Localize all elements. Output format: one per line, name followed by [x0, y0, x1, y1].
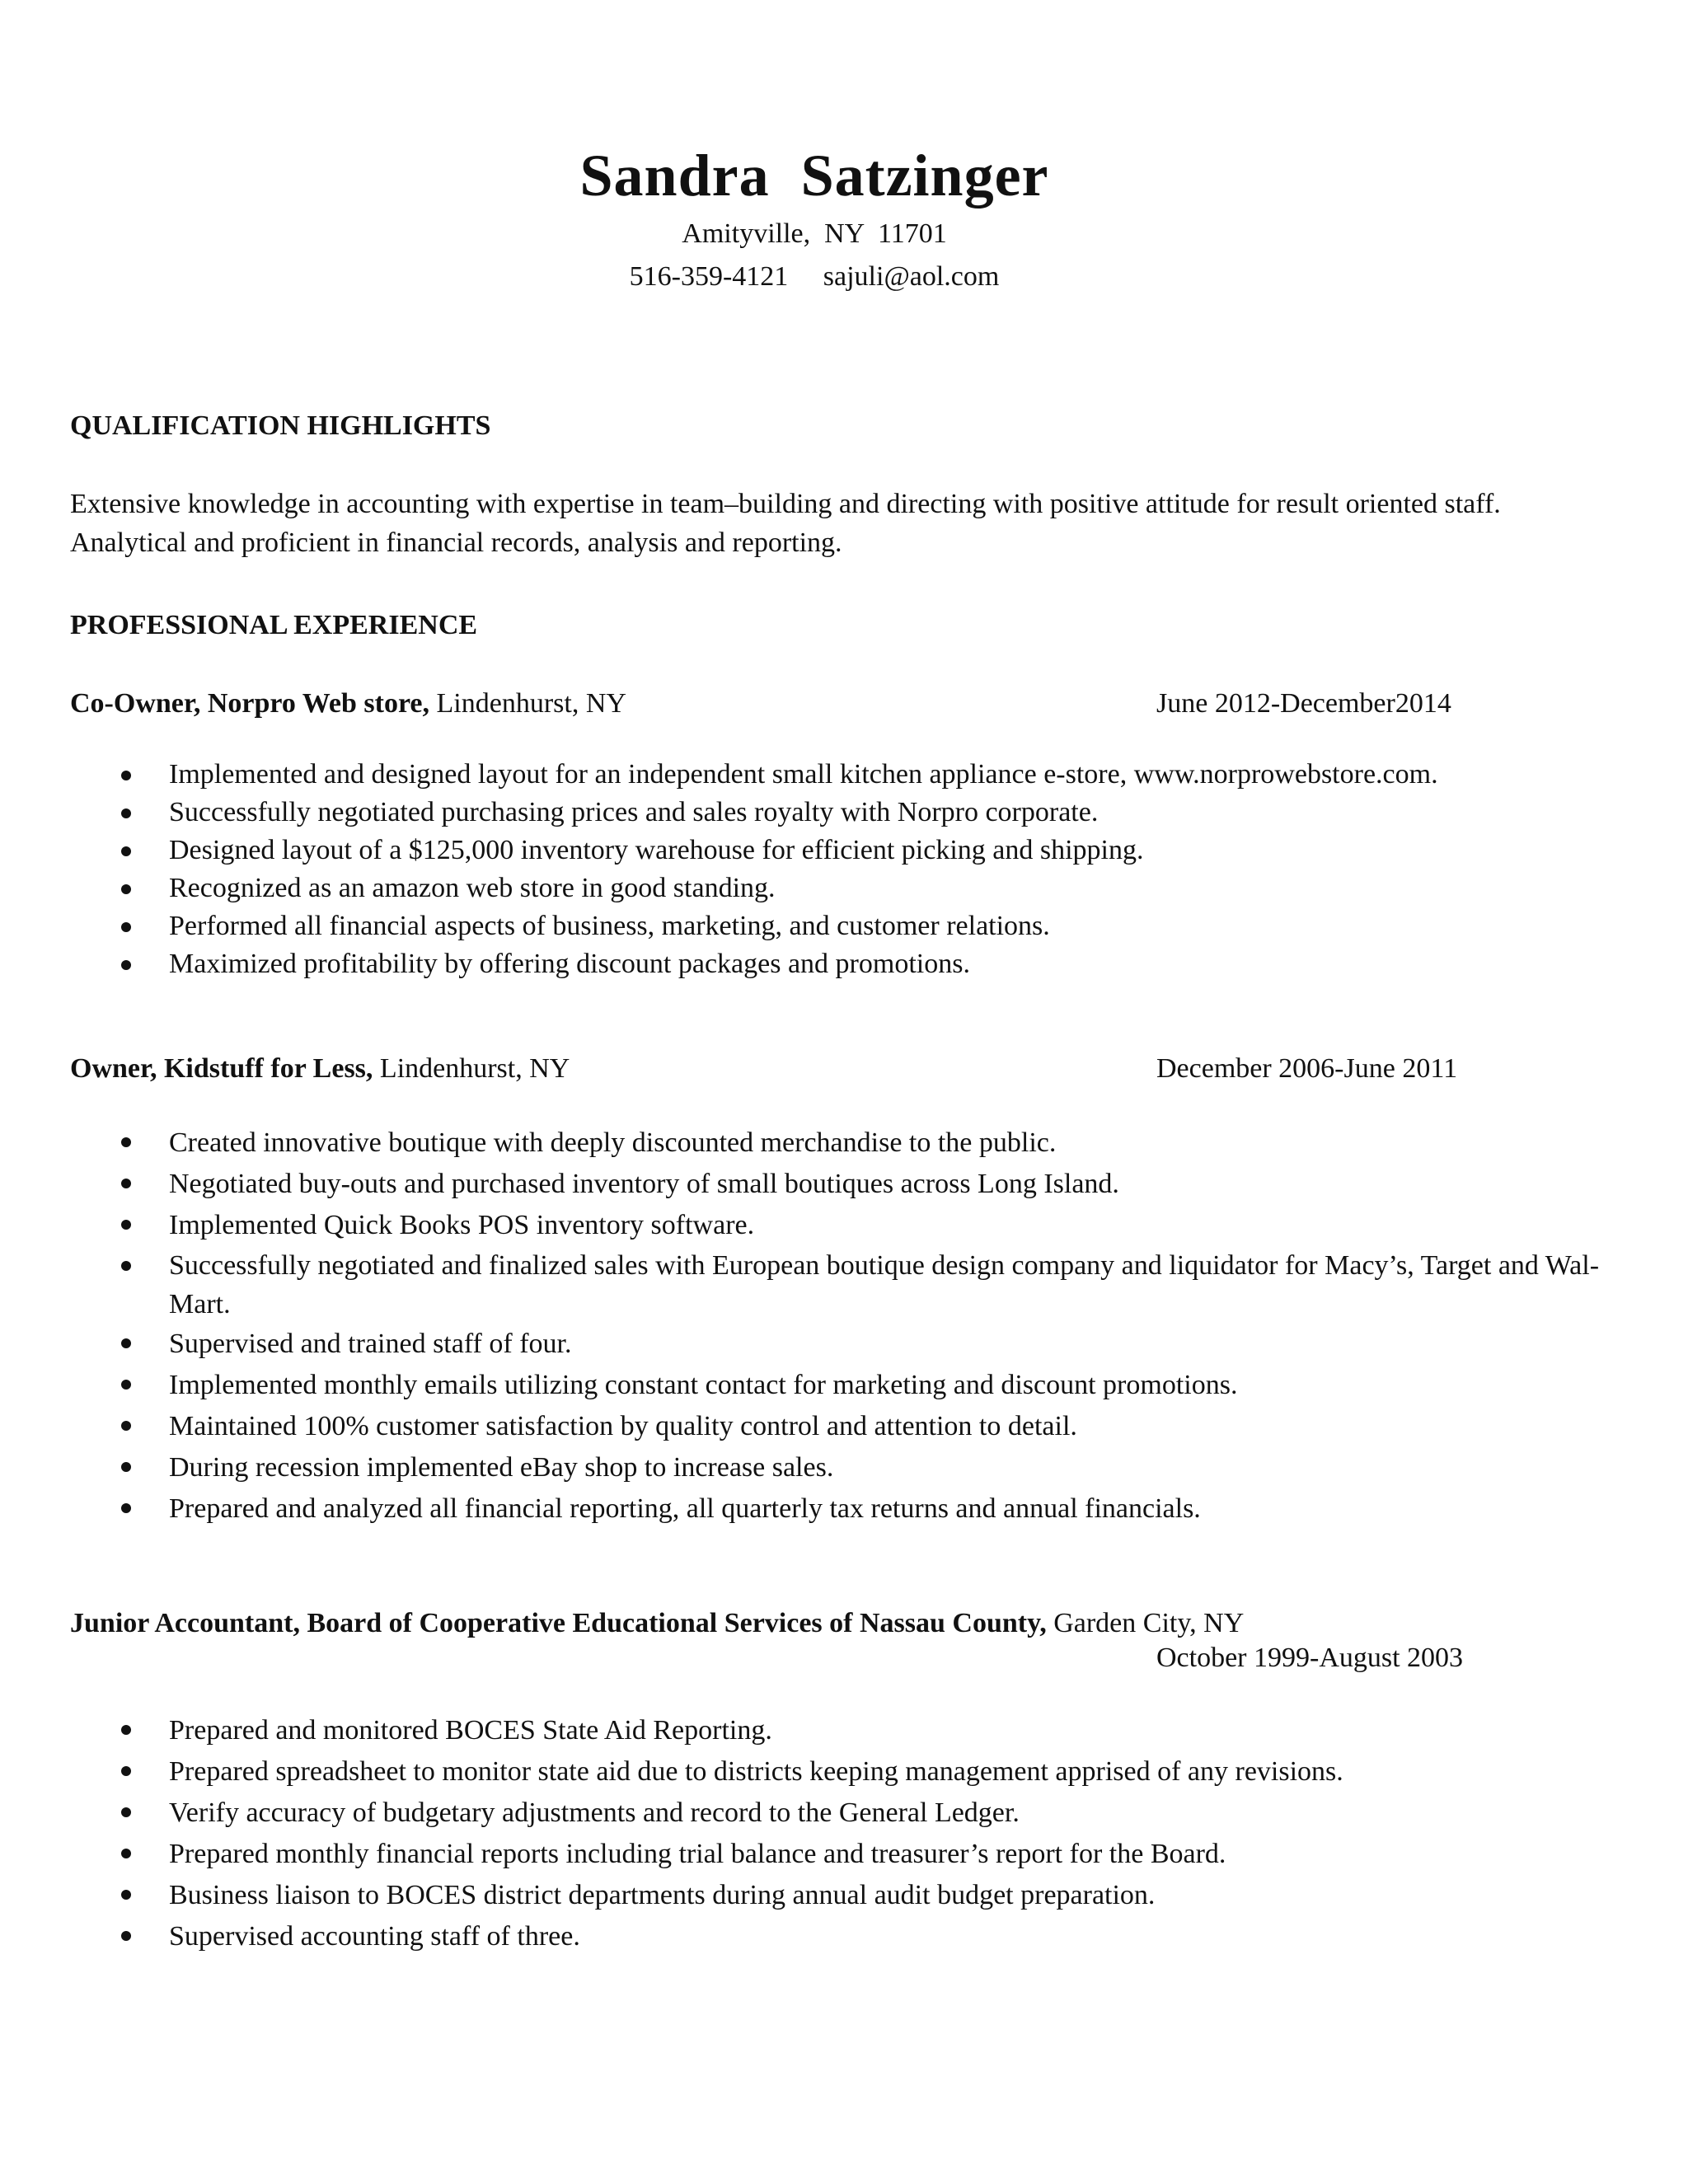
bullet-icon	[121, 1931, 131, 1941]
list-item: Implemented monthly emails utilizing constant contact for marketing and discount promotions.	[0, 1365, 1615, 1406]
list-item: Performed all financial aspects of business, marketing, and customer relations.	[0, 907, 1615, 945]
list-item: Maximized profitability by offering discount packages and promotions.	[0, 945, 1615, 983]
job-bullets-norpro	[0, 756, 1615, 983]
list-item: Maintained 100% customer satisfaction by quality control and attention to detail.	[0, 1406, 1615, 1447]
bullet-icon	[121, 1725, 131, 1735]
list-item: Prepared monthly financial reports including trial balance and treasurer’s report for the Board.	[0, 1834, 1615, 1875]
bullet-icon	[121, 1261, 131, 1271]
experience-heading: PROFESSIONAL EXPERIENCE	[70, 610, 478, 640]
list-item: Supervised and trained staff of four.	[0, 1324, 1615, 1365]
list-item: Successfully negotiated and finalized sales with European boutique design company and liquidator for Macy’s, Target and Wal-Mart.	[0, 1246, 1615, 1324]
list-item: Prepared and analyzed all financial reporting, all quarterly tax returns and annual financials.	[0, 1488, 1615, 1530]
resume-header	[0, 138, 1629, 298]
job-location: Lindenhurst, NY	[373, 1053, 570, 1084]
list-item: Created innovative boutique with deeply discounted merchandise to the public.	[0, 1122, 1615, 1164]
list-item: Business liaison to BOCES district departments during annual audit budget preparation.	[0, 1875, 1615, 1916]
job-title: Junior Accountant, Board of Cooperative Educational Services of Nassau County,	[70, 1608, 1047, 1638]
bullet-icon	[121, 960, 131, 970]
qualifications-text: Extensive knowledge in accounting with expertise in team–building and directing with positive attitude for result oriented staff. Analytical and proficient in financial records, analysis and reporting.	[70, 489, 1501, 558]
bullet-icon	[121, 1766, 131, 1776]
job-location: Garden City, NY	[1046, 1608, 1245, 1638]
job-location: Lindenhurst, NY	[429, 688, 626, 719]
bullet-icon	[121, 884, 131, 894]
bullet-icon	[121, 1462, 131, 1472]
job-header-kidstuff	[70, 1051, 570, 1087]
candidate-address: Amityville, NY 11701	[682, 218, 947, 249]
bullet-icon	[121, 1890, 131, 1900]
bullet-icon	[121, 1179, 131, 1188]
bullet-icon	[121, 1503, 131, 1513]
job-title: Owner, Kidstuff for Less,	[70, 1053, 373, 1084]
list-item: Prepared spreadsheet to monitor state aid due to districts keeping management apprised of any revisions.	[0, 1751, 1615, 1793]
job-dates: December 2006-June 2011	[1156, 1053, 1458, 1084]
list-item: Recognized as an amazon web store in good standing.	[0, 869, 1615, 907]
bullet-icon	[121, 1849, 131, 1858]
list-item: Designed layout of a $125,000 inventory warehouse for efficient picking and shipping.	[0, 832, 1615, 869]
list-item: Prepared and monitored BOCES State Aid Reporting.	[0, 1710, 1615, 1751]
job-title: Co-Owner, Norpro Web store,	[70, 688, 430, 719]
job-header-norpro	[70, 686, 626, 722]
list-item: During recession implemented eBay shop to increase sales.	[0, 1447, 1615, 1488]
list-item: Implemented and designed layout for an independent small kitchen appliance e-store, www.norprowebstore.com.	[0, 756, 1615, 794]
job-bullets-boces	[0, 1710, 1615, 1957]
job-dates: October 1999-August 2003	[1156, 1643, 1464, 1673]
candidate-name: Sandra Satzinger	[579, 143, 1049, 209]
job-bullets-kidstuff	[0, 1122, 1615, 1530]
bullet-icon	[121, 1380, 131, 1390]
list-item: Implemented Quick Books POS inventory software.	[0, 1205, 1615, 1246]
bullet-icon	[121, 1338, 131, 1348]
candidate-contact: 516-359-4121 sajuli@aol.com	[629, 261, 1000, 292]
list-item: Verify accuracy of budgetary adjustments and record to the General Ledger.	[0, 1793, 1615, 1834]
bullet-icon	[121, 771, 131, 780]
bullet-icon	[121, 1807, 131, 1817]
bullet-icon	[121, 1137, 131, 1147]
list-item: Supervised accounting staff of three.	[0, 1916, 1615, 1957]
bullet-icon	[121, 1220, 131, 1230]
bullet-icon	[121, 1421, 131, 1431]
job-header-boces	[70, 1605, 1244, 1642]
bullet-icon	[121, 922, 131, 932]
bullet-icon	[121, 808, 131, 818]
qualifications-heading: QUALIFICATION HIGHLIGHTS	[70, 410, 491, 441]
job-dates: June 2012-December2014	[1156, 688, 1451, 719]
list-item: Negotiated buy-outs and purchased inventory of small boutiques across Long Island.	[0, 1164, 1615, 1205]
list-item: Successfully negotiated purchasing prices and sales royalty with Norpro corporate.	[0, 794, 1615, 832]
bullet-icon	[121, 846, 131, 856]
